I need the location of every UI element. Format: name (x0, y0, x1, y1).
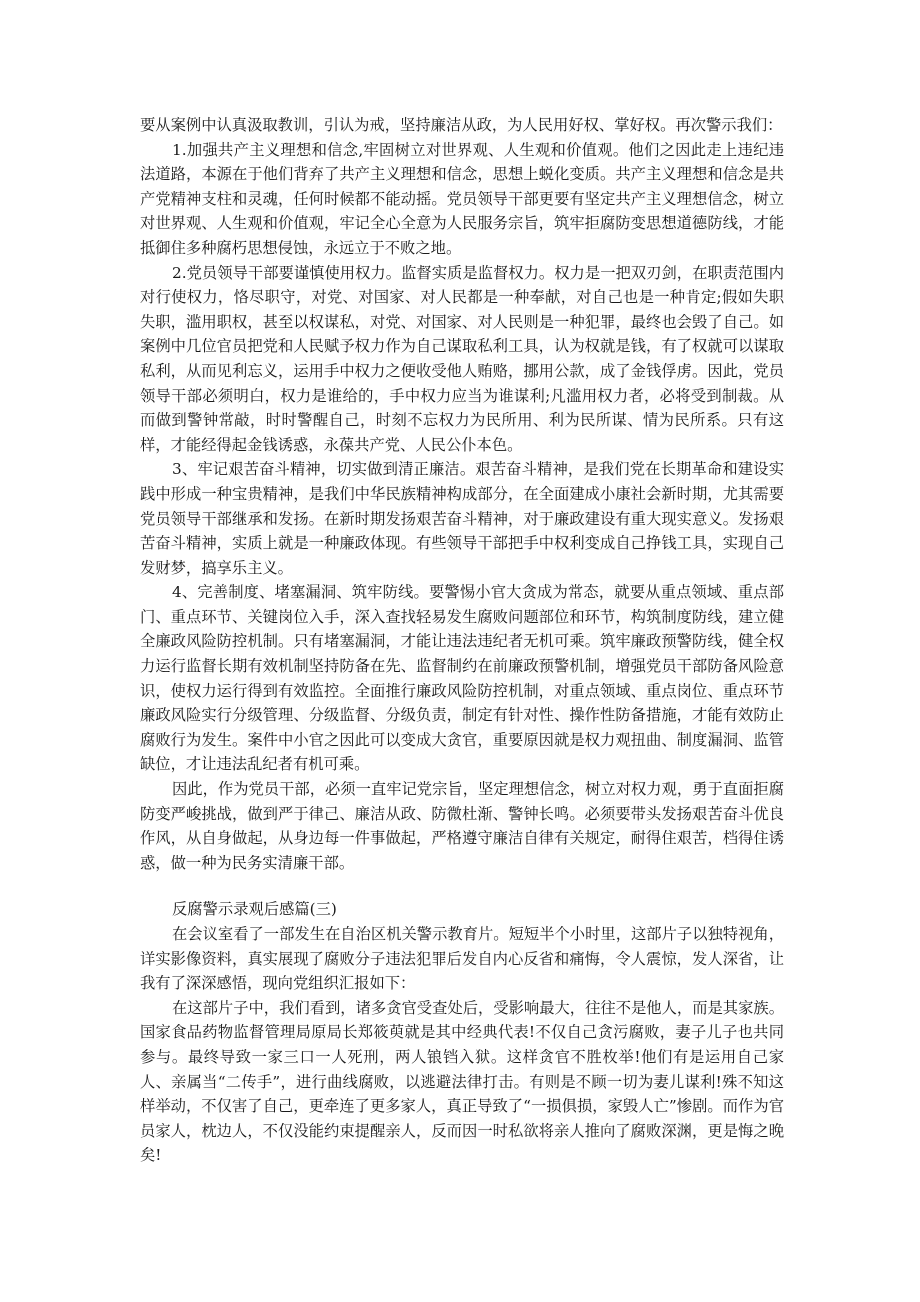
paragraph-point-2: 2.党员领导干部要谨慎使用权力。监督实质是监督权力。权力是一把双刃剑，在职责范围内对行使权力，恪尽职守，对党、对国家、对人民都是一种奉献，对自己也是一种肯定;假如失职失职，滥用职权，甚至以权谋私，对党、对国家、对人民则是一种犯罪，最终也会毁了自己。如案例中几位官员把党和人民赋予权力作为自己谋取私利工具，认为权就是钱，有了权就可以谋取私利，从而见利忘义，运用手中权力之便收受他人贿赂，挪用公款，成了金钱俘虏。因此，党员领导干部必须明白，权力是谁给的，手中权力应当为谁谋利;凡滥用权力者，必将受到制裁。从而做到警钟常敲，时时警醒自己，时刻不忘权力为民所用、利为民所谋、情为民所系。只有这样，才能经得起金钱诱惑，永葆共产党、人民公仆本色。 (140, 263, 784, 454)
paragraph-intro: 要从案例中认真汲取教训，引认为戒，坚持廉洁从政，为人民用好权、掌好权。再次警示我们： (140, 116, 783, 134)
section-title: 反腐警示录观后感篇(三) (172, 900, 337, 919)
section-paragraph-1: 在会议室看了一部发生在自治区机关警示教育片。短短半个小时里，这部片子以独特视角，详实影像资料，真实展现了腐败分子违法犯罪后发自内心反省和痛悔，令人震惊，发人深省，让我有了深深感悟，现向党组织汇报如下： (140, 925, 784, 993)
document-body (140, 113, 784, 1168)
paragraph-point-4: 4、完善制度、堵塞漏洞、筑牢防线。要警惕小官大贪成为常态，就要从重点领域、重点部门、重点环节、关键岗位入手，深入查找轻易发生腐败问题部位和环节，构筑制度防线，建立健全廉政风险防控机制。只有堵塞漏洞，才能让违法违纪者无机可乘。筑牢廉政预警防线，健全权力运行监督长期有效机制坚持防备在先、监督制约在前廉政预警机制，增强党员干部防备风险意识，使权力运行得到有效监控。全面推行廉政风险防控机制，对重点领域、重点岗位、重点环节廉政风险实行分级管理、分级监督、分级负责，制定有针对性、操作性防备措施，才能有效防止腐败行为发生。案件中小官之因此可以变成大贪官，重要原因就是权力观扭曲、制度漏洞、监管缺位，才让违法乱纪者有机可乘。 (140, 583, 784, 774)
section-paragraph-2: 在这部片子中，我们看到，诸多贪官受查处后，受影响最大，往往不是他人，而是其家族。国家食品药物监督管理局原局长郑筱萸就是其中经典代表!不仅自己贪污腐败，妻子儿子也共同参与。最终导致一家三口一人死刑，两人锒铛入狱。这样贪官不胜枚举!他们有是运用自己家人、亲属当“二传手”，进行曲线腐败，以逃避法律打击。有则是不顾一切为妻儿谋利!殊不知这样举动，不仅害了自己，更牵连了更多家人，真正导致了“一损俱损，家毁人亡”惨剧。而作为官员家人，枕边人，不仅没能约束提醒亲人，反而因一时私欲将亲人推向了腐败深渊，更是悔之晚矣! (140, 998, 784, 1165)
paragraph-point-1: 1.加强共产主义理想和信念,牢固树立对世界观、人生观和价值观。他们之因此走上违纪违法道路，本源在于他们背弃了共产主义理想和信念，思想上蜕化变质。共产主义理想和信念是共产党精神支柱和灵魂，任何时候都不能动摇。党员领导干部更要有坚定共产主义理想信念，树立对世界观、人生观和价值观，牢记全心全意为人民服务宗旨，筑牢拒腐防变思想道德防线，才能抵御住多种腐朽思想侵蚀，永远立于不败之地。 (140, 140, 784, 257)
paragraph-conclusion: 因此，作为党员干部，必须一直牢记党宗旨，坚定理想信念，树立对权力观，勇于直面拒腐防变严峻挑战，做到严于律己、廉洁从政、防微杜渐、警钟长鸣。必须要带头发扬艰苦奋斗优良作风，从自身做起，从身边每一件事做起，严格遵守廉洁自律有关规定，耐得住艰苦，档得住诱惑，做一种为民务实清廉干部。 (140, 780, 784, 872)
paragraph-point-3: 3、牢记艰苦奋斗精神，切实做到清正廉洁。艰苦奋斗精神，是我们党在长期革命和建设实践中形成一种宝贵精神，是我们中华民族精神构成部分，在全面建成小康社会新时期，尤其需要党员领导干部继承和发扬。在新时期发扬艰苦奋斗精神，对于廉政建设有重大现实意义。发扬艰苦奋斗精神，实质上就是一种廉政体现。有些领导干部把手中权利变成自己挣钱工具，实现自己发财梦，搞享乐主义。 (140, 460, 784, 577)
